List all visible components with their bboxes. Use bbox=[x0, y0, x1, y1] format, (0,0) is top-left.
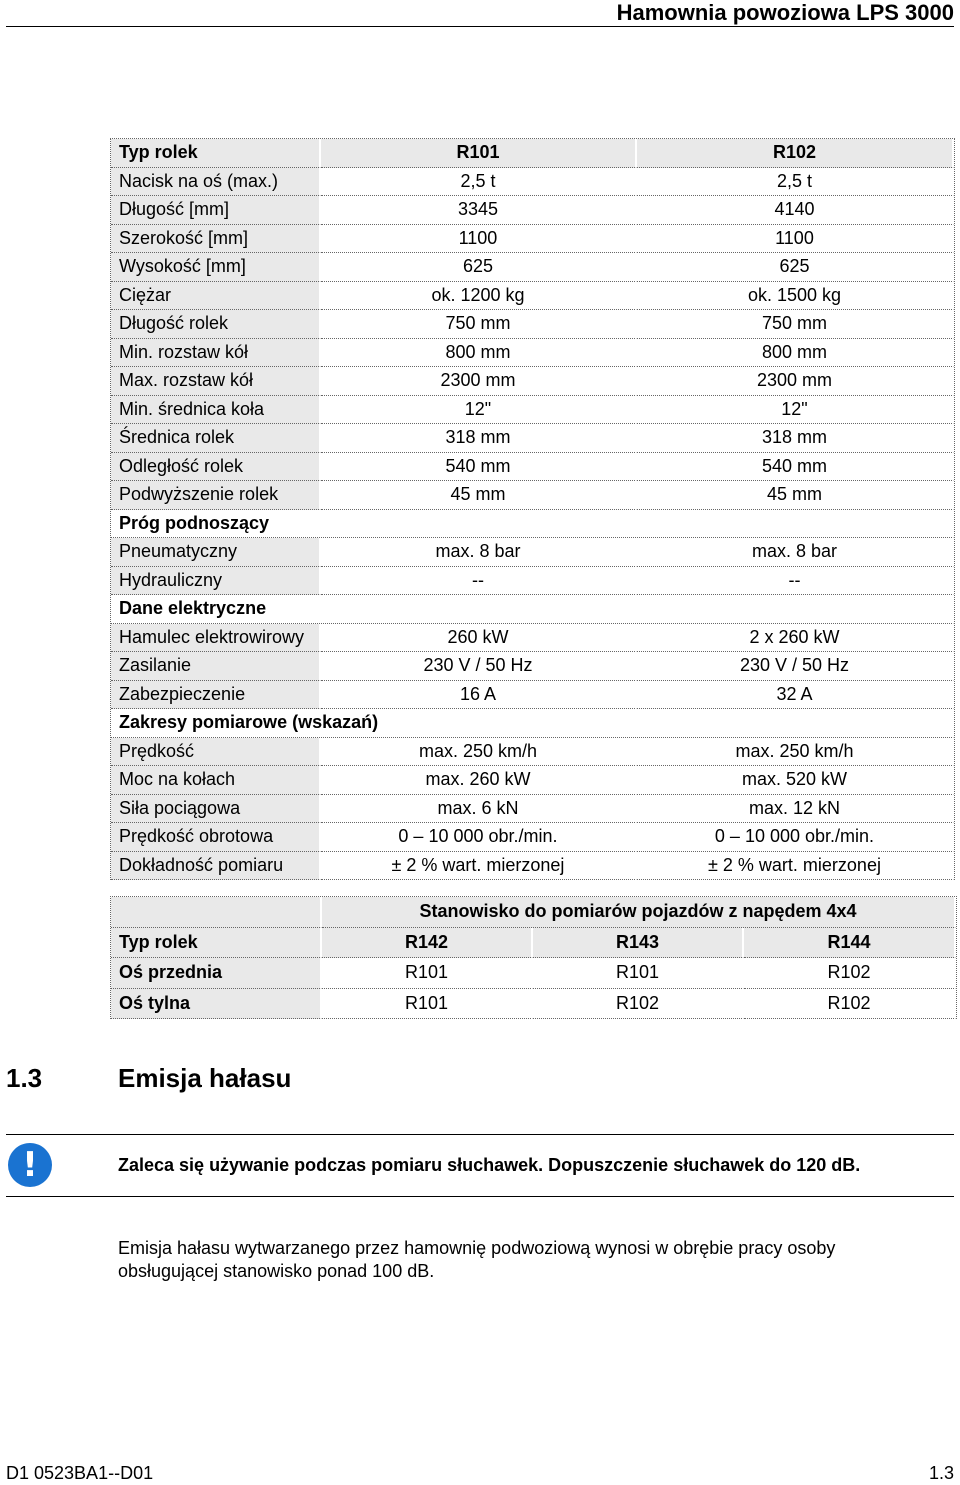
spec-value-r101: 12" bbox=[321, 396, 637, 425]
spec-row-label: Prędkość obrotowa bbox=[111, 823, 321, 852]
spec-row-label: Podwyższenie rolek bbox=[111, 481, 321, 510]
drive-table-row-label: Oś tylna bbox=[111, 989, 322, 1020]
spec-table-row bbox=[111, 624, 954, 653]
specification-table-body bbox=[111, 139, 954, 880]
noise-paragraph: Emisja hałasu wytwarzanego przez hamownię podwoziową wynosi w obrębie pracy osoby obsługującej stanowisko ponad 100 dB. bbox=[118, 1238, 836, 1281]
spec-section-row bbox=[111, 709, 954, 738]
section-number: 1.3 bbox=[6, 1063, 43, 1093]
spec-value-r102: -- bbox=[637, 567, 954, 596]
spec-value-r102: max. 12 kN bbox=[637, 795, 954, 824]
drive-table-title-row bbox=[111, 897, 956, 928]
spec-value-r101: 2,5 t bbox=[321, 168, 637, 197]
spec-value-r102: 32 A bbox=[637, 681, 954, 710]
drive-table-title: Stanowisko do pomiarów pojazdów z napędem 4x4 bbox=[322, 897, 956, 928]
spec-value-r102: 0 – 10 000 obr./min. bbox=[637, 823, 954, 852]
spec-value-r101: max. 260 kW bbox=[321, 766, 637, 795]
spec-value-r101: 45 mm bbox=[321, 481, 637, 510]
spec-table-row bbox=[111, 339, 954, 368]
spec-table-row bbox=[111, 795, 954, 824]
drive-table-row-front-axle bbox=[111, 958, 956, 989]
spec-row-label: Pneumatyczny bbox=[111, 538, 321, 567]
spec-value-r101: 800 mm bbox=[321, 339, 637, 368]
spec-value-r101: 3345 bbox=[321, 196, 637, 225]
spec-header-label: Typ rolek bbox=[111, 139, 321, 168]
spec-value-r101: 750 mm bbox=[321, 310, 637, 339]
spec-row-label: Ciężar bbox=[111, 282, 321, 311]
spec-row-label: Dokładność pomiaru bbox=[111, 852, 321, 881]
drive-table-blank-cell bbox=[111, 897, 322, 928]
spec-value-r102: max. 250 km/h bbox=[637, 738, 954, 767]
drive-table-header-label: Typ rolek bbox=[111, 928, 322, 959]
spec-table-row bbox=[111, 310, 954, 339]
spec-row-label: Długość rolek bbox=[111, 310, 321, 339]
spec-row-label: Odległość rolek bbox=[111, 453, 321, 482]
spec-row-label: Hamulec elektrowirowy bbox=[111, 624, 321, 653]
spec-value-r102: 625 bbox=[637, 253, 954, 282]
spec-row-label: Nacisk na oś (max.) bbox=[111, 168, 321, 197]
spec-value-r101: -- bbox=[321, 567, 637, 596]
spec-section-row bbox=[111, 510, 954, 539]
spec-table-row bbox=[111, 766, 954, 795]
spec-value-r101: 2300 mm bbox=[321, 367, 637, 396]
drive-table-cell: R101 bbox=[322, 958, 533, 989]
drive-table-header-r144: R144 bbox=[744, 928, 956, 959]
spec-table-row bbox=[111, 681, 954, 710]
spec-row-label: Zasilanie bbox=[111, 652, 321, 681]
spec-table-row bbox=[111, 481, 954, 510]
spec-table-row bbox=[111, 282, 954, 311]
spec-table-row bbox=[111, 852, 954, 881]
spec-value-r102: ± 2 % wart. mierzonej bbox=[637, 852, 954, 881]
spec-row-label: Zabezpieczenie bbox=[111, 681, 321, 710]
spec-table-row bbox=[111, 424, 954, 453]
spec-value-r102: 750 mm bbox=[637, 310, 954, 339]
spec-value-r101: ± 2 % wart. mierzonej bbox=[321, 852, 637, 881]
spec-table-row bbox=[111, 538, 954, 567]
note-rule-top bbox=[6, 1134, 954, 1135]
spec-header-r101: R101 bbox=[321, 139, 637, 168]
spec-row-label: Średnica rolek bbox=[111, 424, 321, 453]
spec-value-r101: 318 mm bbox=[321, 424, 637, 453]
spec-value-r101: 625 bbox=[321, 253, 637, 282]
spec-value-r101: 540 mm bbox=[321, 453, 637, 482]
spec-row-label: Min. średnica koła bbox=[111, 396, 321, 425]
drive-table-row-label: Oś przednia bbox=[111, 958, 322, 989]
spec-table-row bbox=[111, 738, 954, 767]
spec-value-r102: max. 520 kW bbox=[637, 766, 954, 795]
spec-table-row bbox=[111, 652, 954, 681]
spec-value-r101: 1100 bbox=[321, 225, 637, 254]
drive-table-cell: R102 bbox=[744, 989, 956, 1020]
spec-value-r102: 2,5 t bbox=[637, 168, 954, 197]
spec-table-header-row bbox=[111, 139, 954, 168]
note-rule-bottom bbox=[6, 1196, 954, 1197]
drive-table-header-r142: R142 bbox=[322, 928, 533, 959]
spec-table-row bbox=[111, 396, 954, 425]
spec-header-r102: R102 bbox=[637, 139, 954, 168]
drive-table-header-r143: R143 bbox=[533, 928, 744, 959]
spec-row-label: Prędkość bbox=[111, 738, 321, 767]
spec-row-label: Siła pociągowa bbox=[111, 795, 321, 824]
spec-section-row bbox=[111, 595, 954, 624]
spec-table-row bbox=[111, 253, 954, 282]
drive-4x4-table bbox=[110, 896, 957, 1019]
specification-table bbox=[110, 138, 955, 880]
exclamation-icon: ! bbox=[8, 1143, 52, 1187]
spec-value-r102: 12" bbox=[637, 396, 954, 425]
note-text: Zaleca się używanie podczas pomiaru słuchawek. Dopuszczenie słuchawek do 120 dB. bbox=[118, 1155, 861, 1175]
spec-value-r102: 318 mm bbox=[637, 424, 954, 453]
drive-table-cell: R102 bbox=[533, 989, 744, 1020]
spec-table-row bbox=[111, 196, 954, 225]
section-title: Emisja hałasu bbox=[118, 1063, 292, 1093]
spec-table-row bbox=[111, 168, 954, 197]
page-header-title: Hamownia powoziowa LPS 3000 bbox=[616, 0, 954, 25]
footer-document-code: D1 0523BA1--D01 bbox=[6, 1463, 154, 1483]
spec-value-r101: 0 – 10 000 obr./min. bbox=[321, 823, 637, 852]
spec-value-r101: max. 6 kN bbox=[321, 795, 637, 824]
drive-table-cell: R101 bbox=[533, 958, 744, 989]
spec-table-row bbox=[111, 225, 954, 254]
spec-value-r101: 230 V / 50 Hz bbox=[321, 652, 637, 681]
spec-section-title: Zakresy pomiarowe (wskazań) bbox=[111, 709, 954, 738]
spec-row-label: Hydrauliczny bbox=[111, 567, 321, 596]
spec-value-r102: 2300 mm bbox=[637, 367, 954, 396]
spec-section-title: Dane elektryczne bbox=[111, 595, 954, 624]
spec-value-r102: 540 mm bbox=[637, 453, 954, 482]
spec-table-row bbox=[111, 453, 954, 482]
spec-table-row bbox=[111, 567, 954, 596]
spec-row-label: Długość [mm] bbox=[111, 196, 321, 225]
spec-value-r101: 16 A bbox=[321, 681, 637, 710]
drive-table-cell: R101 bbox=[322, 989, 533, 1020]
spec-value-r102: 2 x 260 kW bbox=[637, 624, 954, 653]
spec-value-r101: max. 8 bar bbox=[321, 538, 637, 567]
spec-row-label: Max. rozstaw kół bbox=[111, 367, 321, 396]
spec-value-r102: 800 mm bbox=[637, 339, 954, 368]
spec-row-label: Min. rozstaw kół bbox=[111, 339, 321, 368]
spec-table-row bbox=[111, 823, 954, 852]
header-rule bbox=[6, 26, 954, 27]
spec-row-label: Moc na kołach bbox=[111, 766, 321, 795]
spec-value-r101: 260 kW bbox=[321, 624, 637, 653]
footer-page-number: 1.3 bbox=[928, 1463, 954, 1483]
drive-table-cell: R102 bbox=[744, 958, 956, 989]
spec-row-label: Wysokość [mm] bbox=[111, 253, 321, 282]
spec-table-row bbox=[111, 367, 954, 396]
spec-value-r102: 1100 bbox=[637, 225, 954, 254]
spec-value-r101: ok. 1200 kg bbox=[321, 282, 637, 311]
spec-value-r102: 230 V / 50 Hz bbox=[637, 652, 954, 681]
spec-value-r102: max. 8 bar bbox=[637, 538, 954, 567]
drive-table-header-row bbox=[111, 928, 956, 959]
spec-value-r102: 45 mm bbox=[637, 481, 954, 510]
spec-value-r102: ok. 1500 kg bbox=[637, 282, 954, 311]
drive-table-row-rear-axle bbox=[111, 989, 956, 1020]
spec-row-label: Szerokość [mm] bbox=[111, 225, 321, 254]
spec-value-r102: 4140 bbox=[637, 196, 954, 225]
spec-section-title: Próg podnoszący bbox=[111, 510, 954, 539]
spec-value-r101: max. 250 km/h bbox=[321, 738, 637, 767]
